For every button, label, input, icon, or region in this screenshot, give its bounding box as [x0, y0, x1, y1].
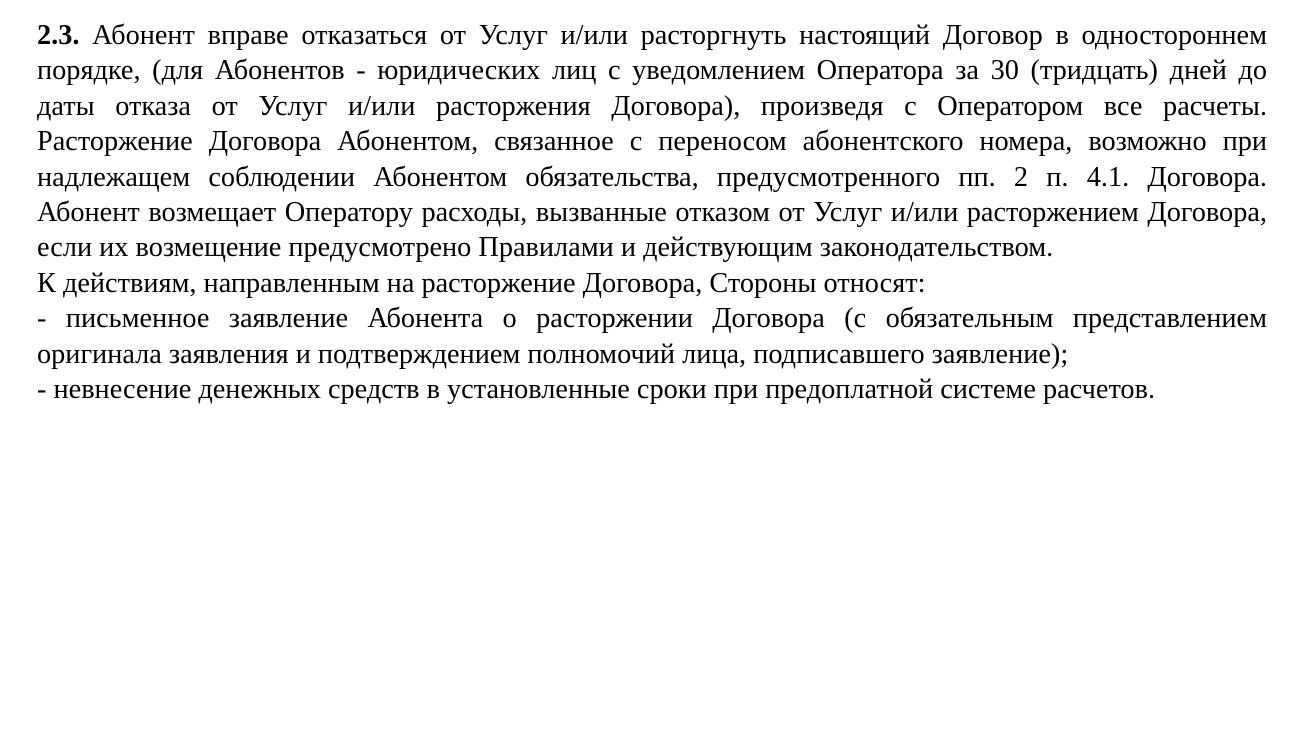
- actions-item-2: - невнесение денежных средств в установленные сроки при предоплатной системе расчетов.: [37, 374, 1156, 406]
- clause-number: 2.3.: [37, 20, 80, 51]
- clause-paragraph: [37, 18, 1267, 266]
- clause-text: Абонент вправе отказаться от Услуг и/или расторгнуть настоящий Договор в одностороннем порядке, (для Абонентов - юридических лиц с уведомлением Оператора за 30 (тридцать) дней до даты отказа от Услуг и/или расторжения Договора), произведя с Оператором все расчеты. Расторжение Договора Абонентом, связанное с переносом абонентского номера, возможно при надлежащем соблюдении Абонентом обязательства, предусмотренного пп. 2 п. 4.1. Договора. Абонент возмещает Оператору расходы, вызванные отказом от Услуг и/или расторжением Договора, если их возмещение предусмотрено Правилами и действующим законодательством.: [37, 20, 1267, 264]
- actions-item-1: - письменное заявление Абонента о расторжении Договора (с обязательным представлением оригинала заявления и подтверждением полномочий лица, подписавшего заявление);: [37, 303, 1267, 370]
- actions-intro: К действиям, направленным на расторжение Договора, Стороны относят:: [37, 267, 926, 299]
- document-body: [37, 18, 1267, 407]
